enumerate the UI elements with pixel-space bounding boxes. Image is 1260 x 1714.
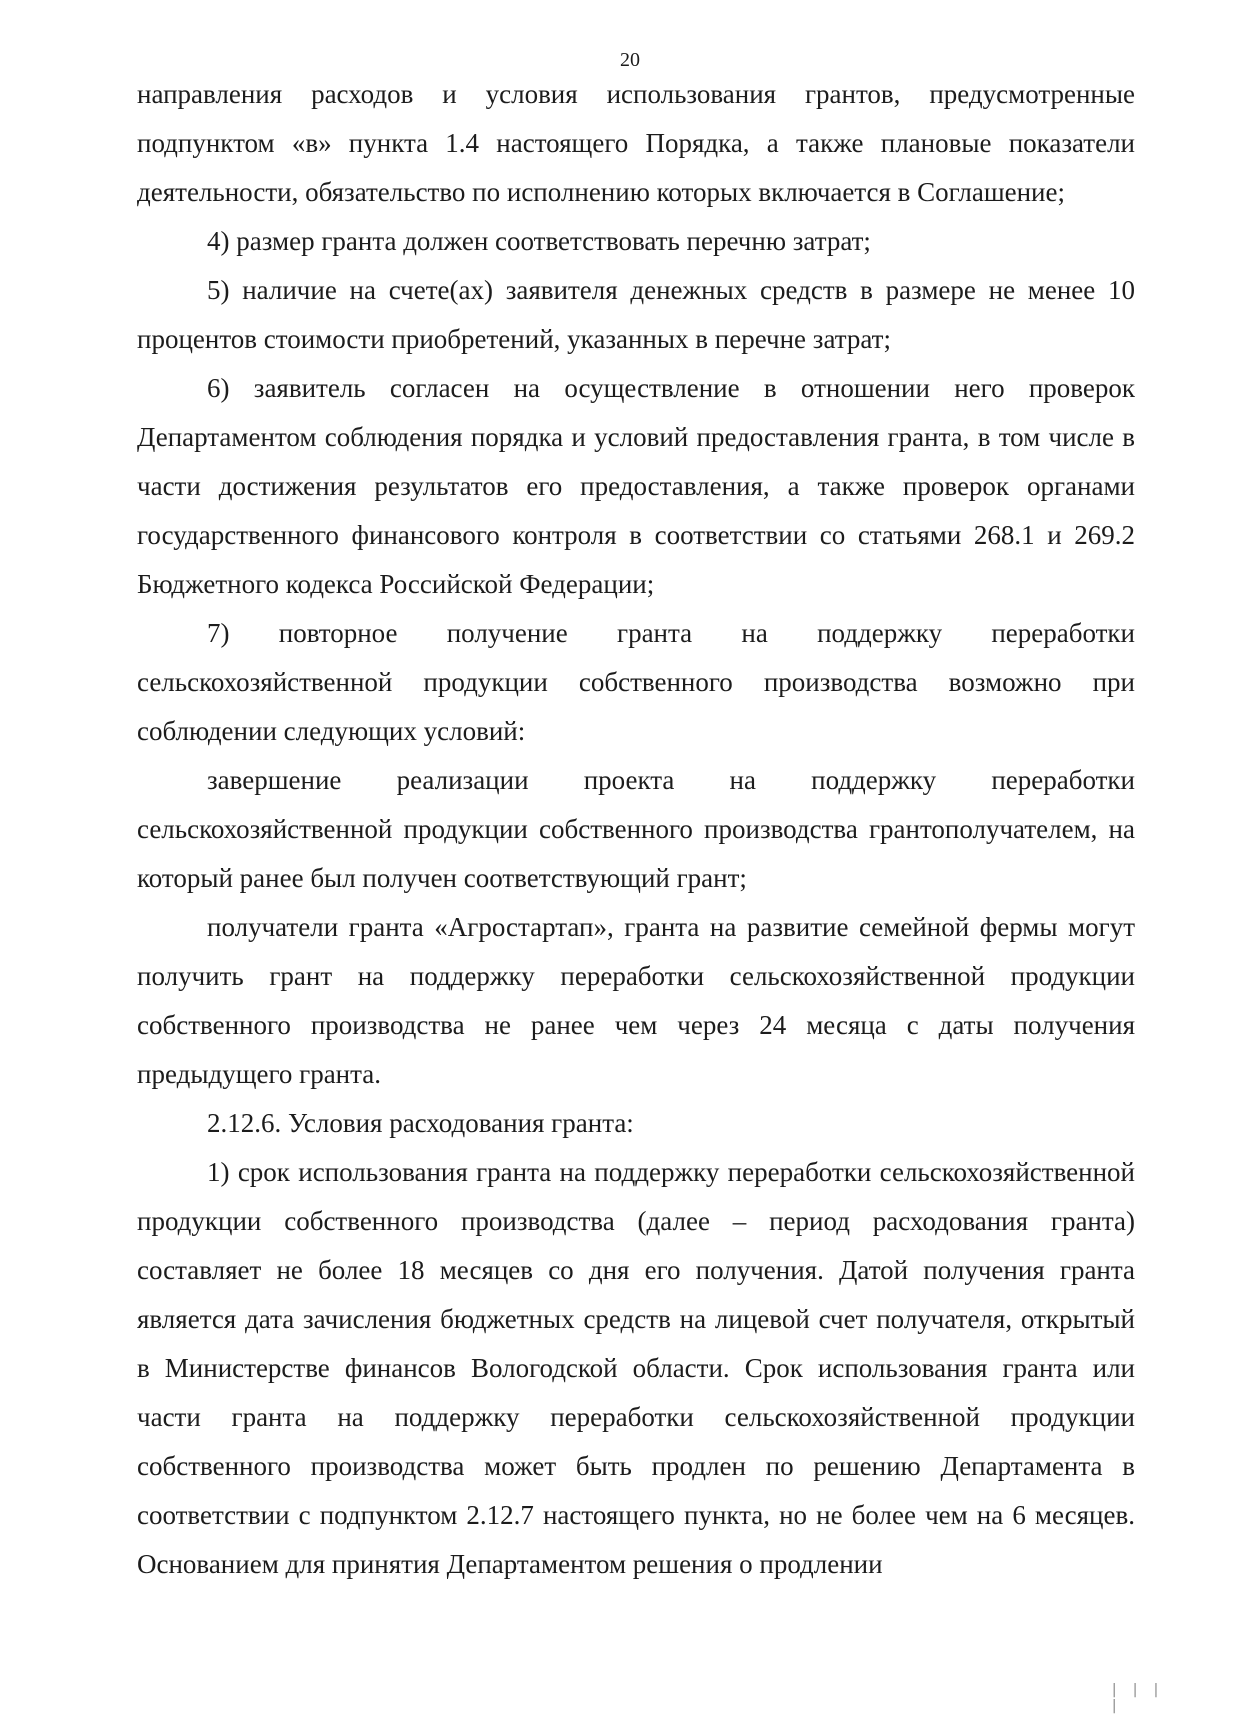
paragraph-continuation: направления расходов и условия использования грантов, предусмотренные подпунктом «в» пункта 1.4 настоящего Порядка, а также плановые показатели деятельности, обязательство по исполнению которых включается в Соглашение; bbox=[137, 79, 1135, 207]
paragraph-item-4: 4) размер гранта должен соответствовать перечню затрат; bbox=[207, 226, 871, 256]
paragraph-condition-completion: завершение реализации проекта на поддержку переработки сельскохозяйственной продукции собственного производства грантополучателем, на который ранее был получен соответствующий грант; bbox=[137, 765, 1135, 893]
paragraph-item-5: 5) наличие на счете(ах) заявителя денежных средств в размере не менее 10 процентов стоимости приобретений, указанных в перечне затрат; bbox=[137, 275, 1135, 354]
scan-artifact: | | | | bbox=[1110, 1682, 1163, 1714]
paragraph-item-6: 6) заявитель согласен на осуществление в отношении него проверок Департаментом соблюдения порядка и условий предоставления гранта, в том числе в части достижения результатов его предоставления, а также проверок органами государственного финансового контроля в соответствии со статьями 268.1 и 269.2 Бюджетного кодекса Российской Федерации; bbox=[137, 373, 1135, 599]
section-heading-2-12-6: 2.12.6. Условия расходования гранта: bbox=[207, 1108, 634, 1138]
document-body bbox=[137, 70, 1135, 1589]
paragraph-spending-term: 1) срок использования гранта на поддержку переработки сельскохозяйственной продукции собственного производства (далее – период расходования гранта) составляет не более 18 месяцев со дня его получения. Датой получения гранта является дата зачисления бюджетных средств на лицевой счет получателя, открытый в Министерстве финансов Вологодской области. Срок использования гранта или части гранта на поддержку переработки сельскохозяйственной продукции собственного производства может быть продлен по решению Департамента в соответствии с подпунктом 2.12.7 настоящего пункта, но не более чем на 6 месяцев. Основанием для принятия Департаментом решения о продлении bbox=[137, 1157, 1135, 1579]
page-number: 20 bbox=[620, 49, 640, 71]
paragraph-condition-recipients: получатели гранта «Агростартап», гранта на развитие семейной фермы могут получить грант на поддержку переработки сельскохозяйственной продукции собственного производства не ранее чем через 24 месяца с даты получения предыдущего гранта. bbox=[137, 912, 1135, 1089]
paragraph-item-7: 7) повторное получение гранта на поддержку переработки сельскохозяйственной продукции собственного производства возможно при соблюдении следующих условий: bbox=[137, 618, 1135, 746]
